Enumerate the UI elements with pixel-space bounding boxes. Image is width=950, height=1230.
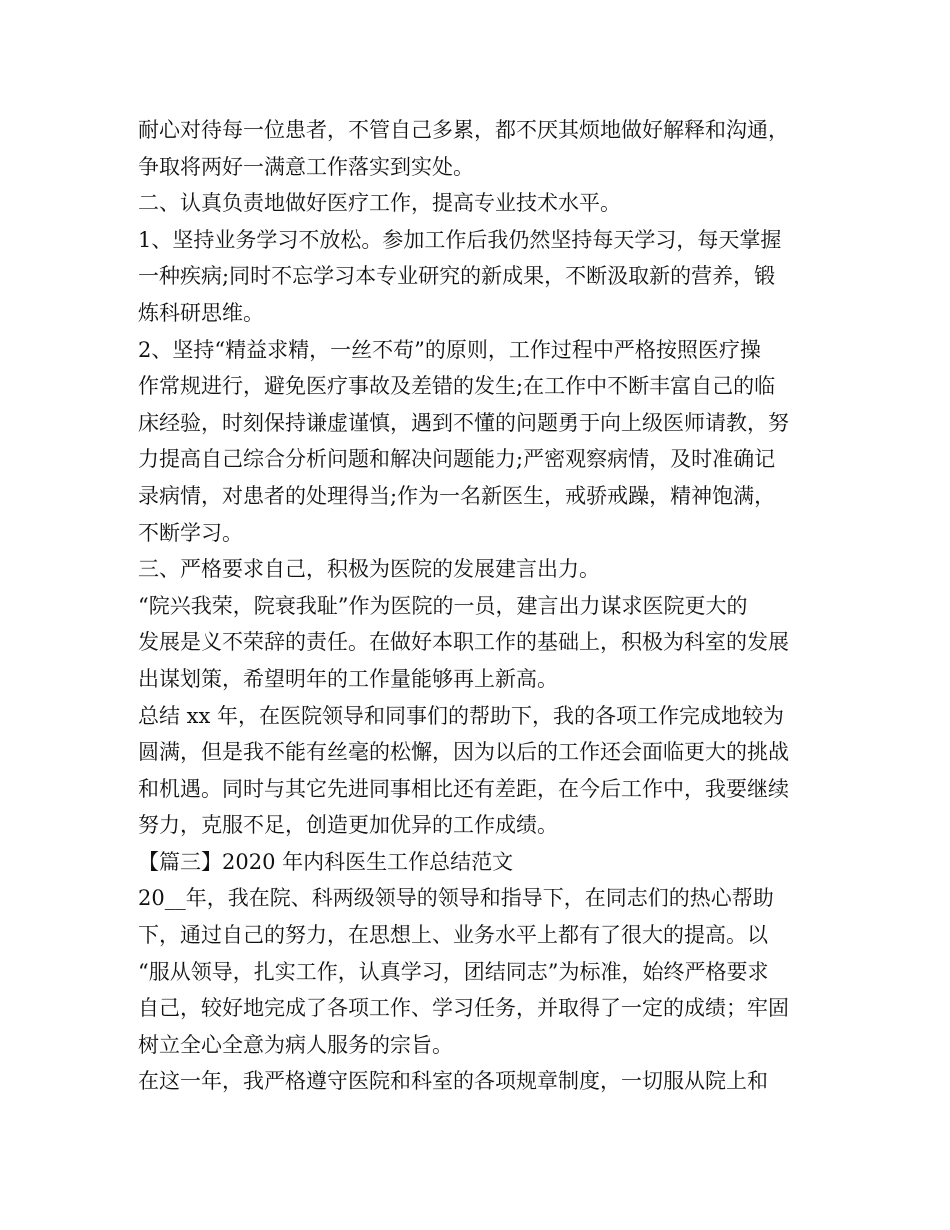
section-heading: 三、严格要求自己，积极为医院的发展建言出力。 [138,557,600,582]
text-line: 圆满，但是我不能有丝毫的松懈，因为以后的工作还会面临更大的挑战 [138,740,789,765]
text-line: 出谋划策，希望明年的工作量能够再上新高。 [138,666,558,691]
text-line: 努力，克服不足，创造更加优异的工作成绩。 [138,813,558,838]
article-title: 【篇三】2020 年内科医生工作总结范文 [138,849,514,874]
text-line: 自己，较好地完成了各项工作、学习任务，并取得了一定的成绩；牢固 [138,996,789,1021]
text-line: 录病情，对患者的处理得当;作为一名新医生，戒骄戒躁，精神饱满， [138,483,776,508]
text-line: 在这一年，我严格遵守医院和科室的各项规章制度，一切服从院上和 [138,1069,768,1094]
text-line: 力提高自己综合分析问题和解决问题能力;严密观察病情，及时准确记 [138,447,776,472]
text-line: “院兴我荣，院衰我耻”作为医院的一员，建言出力谋求医院更大的 [138,593,748,618]
text-line: 树立全心全意为病人服务的宗旨。 [138,1032,453,1057]
text-line: 一种疾病;同时不忘学习本专业研究的新成果，不断汲取新的营养，锻 [138,264,776,289]
text-line: 和机遇。同时与其它先进同事相比还有差距，在今后工作中，我要继续 [138,776,789,801]
text-line: “服从领导，扎实工作，认真学习，团结同志”为标准，始终严格要求 [138,959,769,984]
text-line: 发展是义不荣辞的责任。在做好本职工作的基础上，积极为科室的发展 [138,630,789,655]
text-line: 2、坚持“精益求精，一丝不苟”的原则，工作过程中严格按照医疗操 [138,337,761,362]
section-heading: 二、认真负责地做好医疗工作，提高专业技术水平。 [138,191,621,216]
text-line: 作常规进行，避免医疗事故及差错的发生;在工作中不断丰富自己的临 [138,374,776,399]
text-line: 耐心对待每一位患者，不管自己多累，都不厌其烦地做好解释和沟通， [138,118,789,142]
text-line: 争取将两好一满意工作落实到实处。 [138,154,474,179]
text-line: 床经验，时刻保持谦虚谨慎，遇到不懂的问题勇于向上级医师请教，努 [138,410,789,435]
text-line: 20__年，我在院、科两级领导的领导和指导下，在同志们的热心帮助 [138,886,774,911]
text-line: 下，通过自己的努力，在思想上、业务水平上都有了很大的提高。以 [138,923,768,948]
text-line: 炼科研思维。 [138,300,264,325]
text-line: 1、坚持业务学习不放松。参加工作后我仍然坚持每天学习，每天掌握 [138,227,782,252]
document-body [138,112,818,1100]
text-line: 总结 xx 年，在医院领导和同事们的帮助下，我的各项工作完成地较为 [138,703,785,728]
text-line: 不断学习。 [138,520,243,545]
